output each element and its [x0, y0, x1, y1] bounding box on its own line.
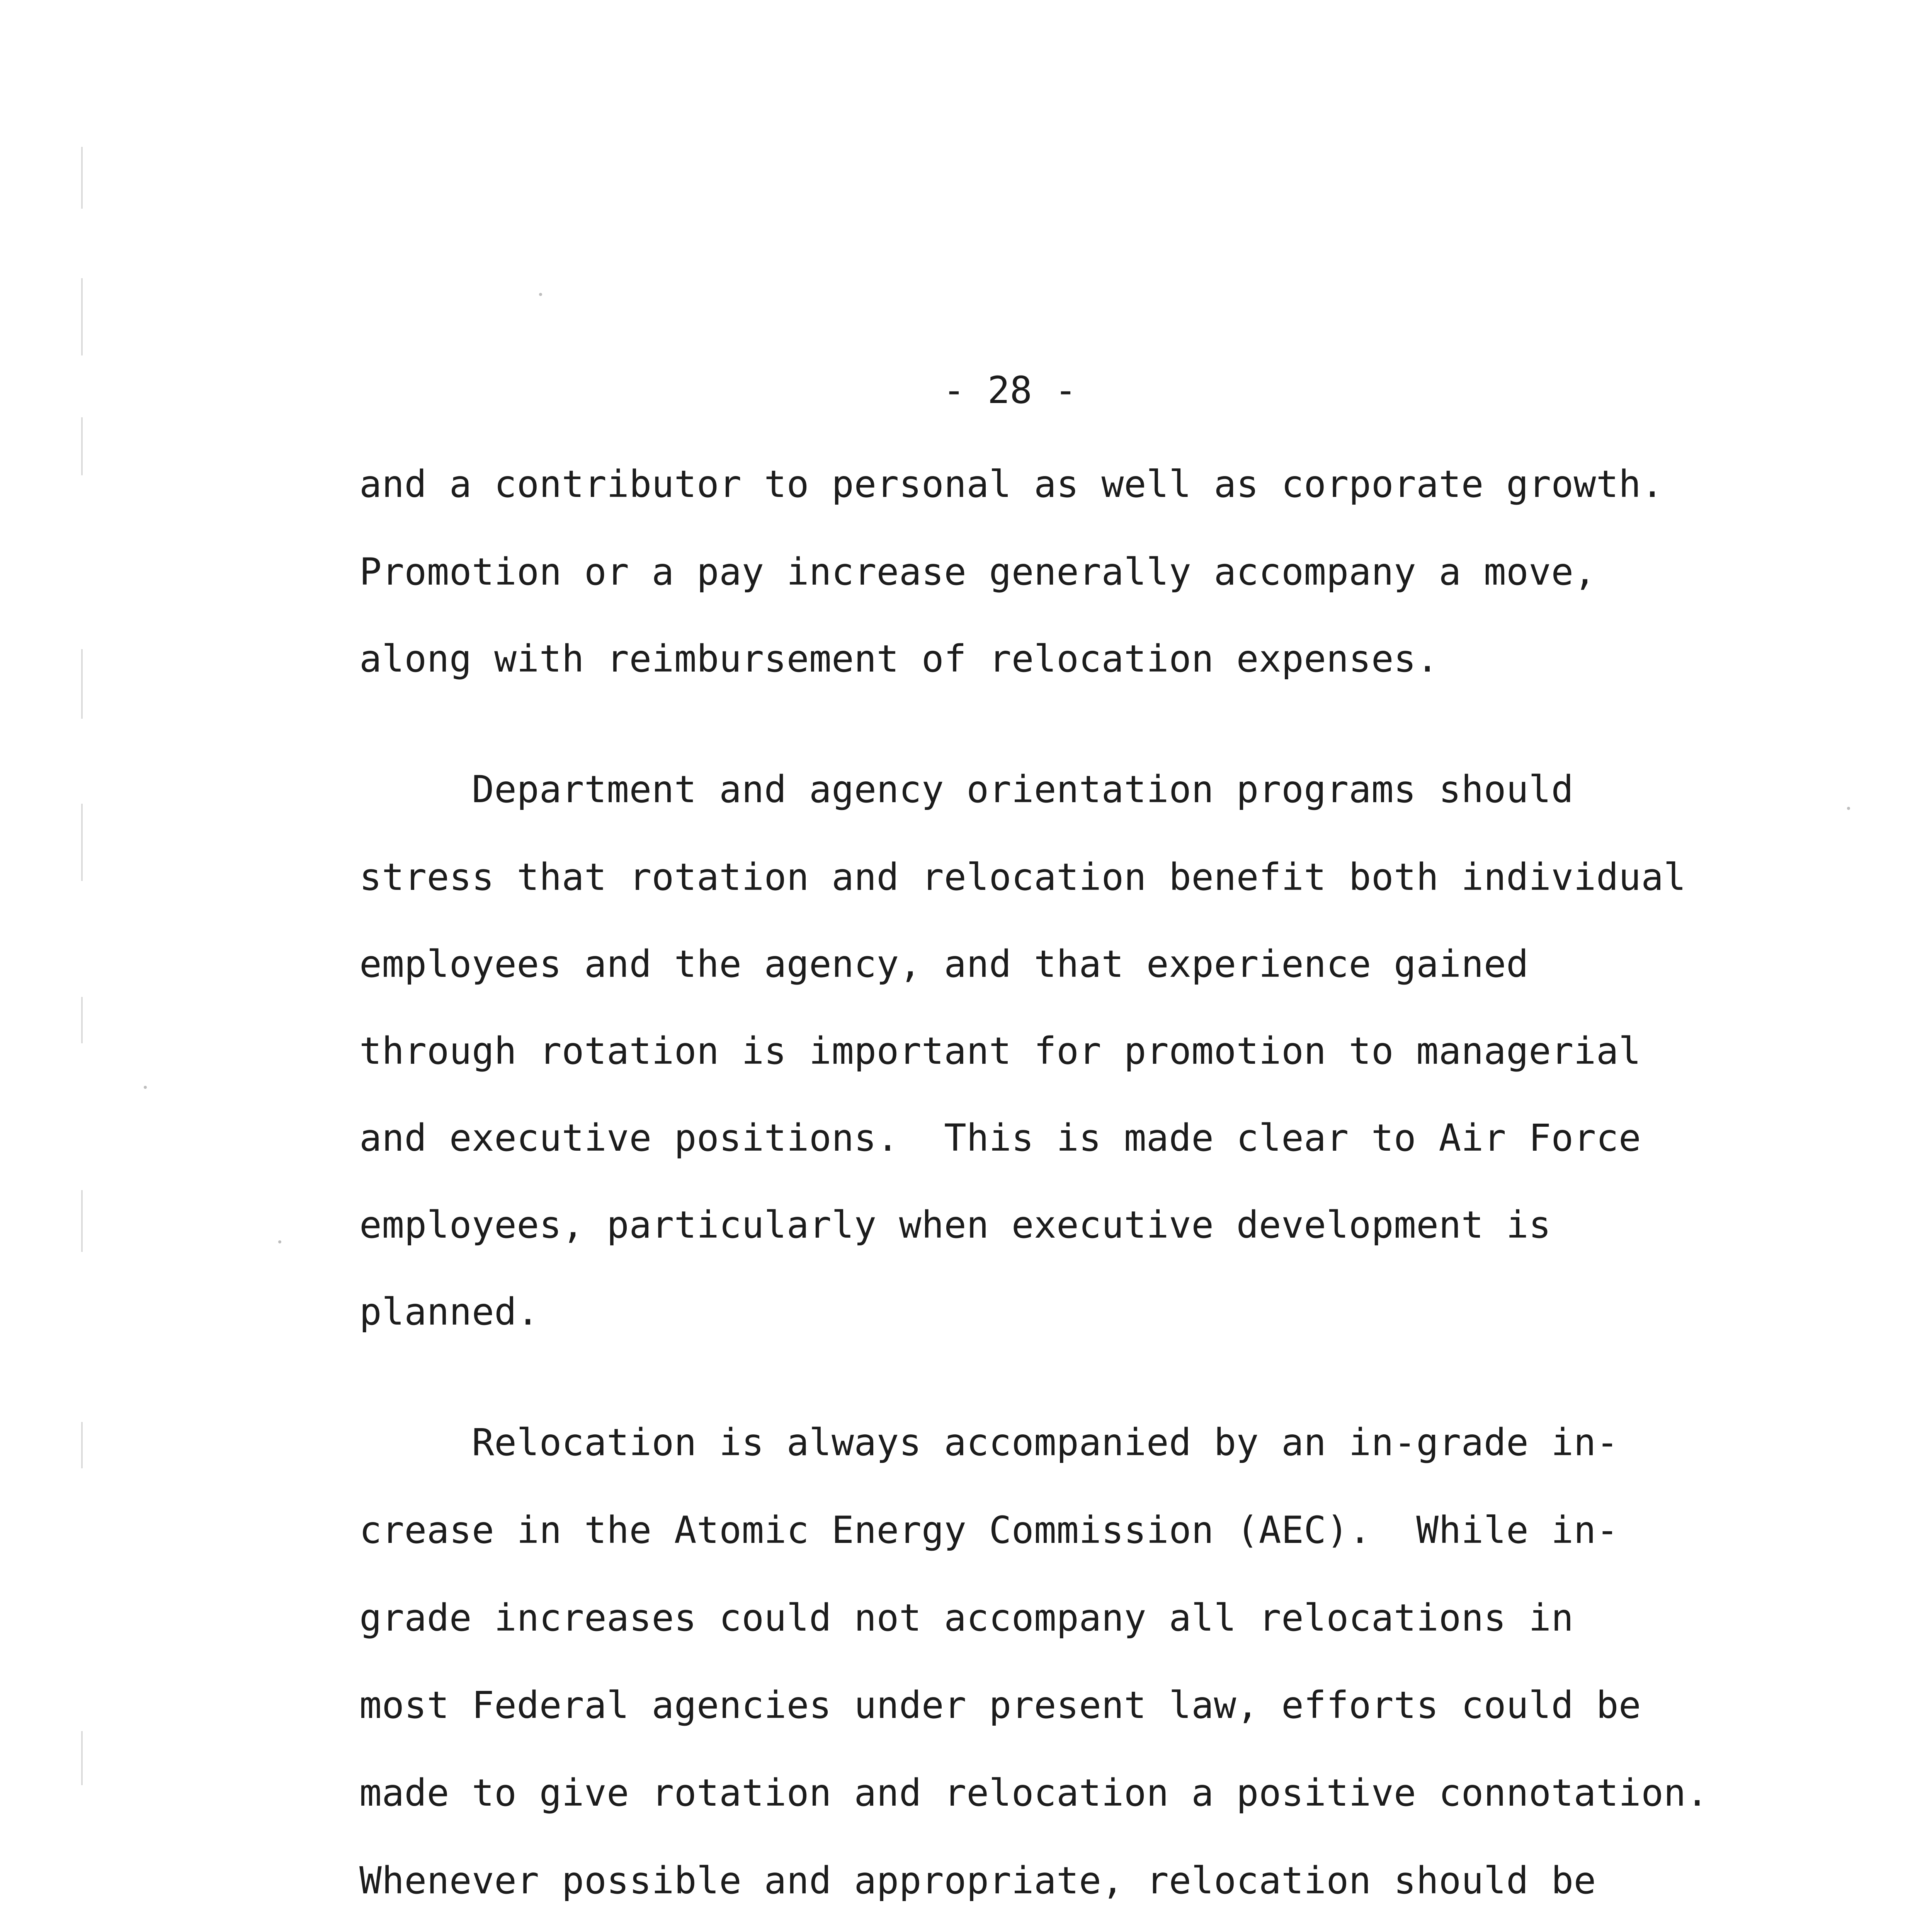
scan-speck — [278, 1240, 281, 1243]
text-line: crease in the Atomic Energy Commission (AEC). While in- — [359, 1509, 1619, 1552]
scan-speck — [539, 293, 542, 296]
text-line: employees, particularly when executive development is — [359, 1203, 1551, 1247]
binding-edge-marks — [50, 147, 97, 1932]
text-line: made to give rotation and relocation a positive connotation. — [359, 1771, 1709, 1815]
text-line: employees and the agency, and that experience gained — [359, 942, 1529, 986]
text-line: Promotion or a pay increase generally accompany a move, — [359, 550, 1596, 594]
page-number: - 28 - — [943, 369, 1077, 412]
text-line: and executive positions. This is made clear to Air Force — [359, 1116, 1641, 1160]
text-line: planned. — [359, 1290, 539, 1333]
text-line: and a contributor to personal as well as corporate growth. — [359, 463, 1664, 506]
text-line: Relocation is always accompanied by an in-grade in- — [359, 1421, 1619, 1464]
text-line: Whenever possible and appropriate, relocation should be — [359, 1859, 1596, 1902]
scan-speck — [1847, 807, 1850, 810]
text-line: Department and agency orientation programs should — [359, 768, 1574, 811]
text-line: most Federal agencies under present law, efforts could be — [359, 1684, 1641, 1727]
text-line: stress that rotation and relocation benefit both individual — [359, 855, 1686, 899]
text-line: along with reimbursement of relocation expenses. — [359, 637, 1439, 680]
text-line: grade increases could not accompany all relocations in — [359, 1596, 1574, 1639]
text-line: through rotation is important for promotion to managerial — [359, 1029, 1641, 1073]
scan-speck — [144, 1086, 147, 1089]
